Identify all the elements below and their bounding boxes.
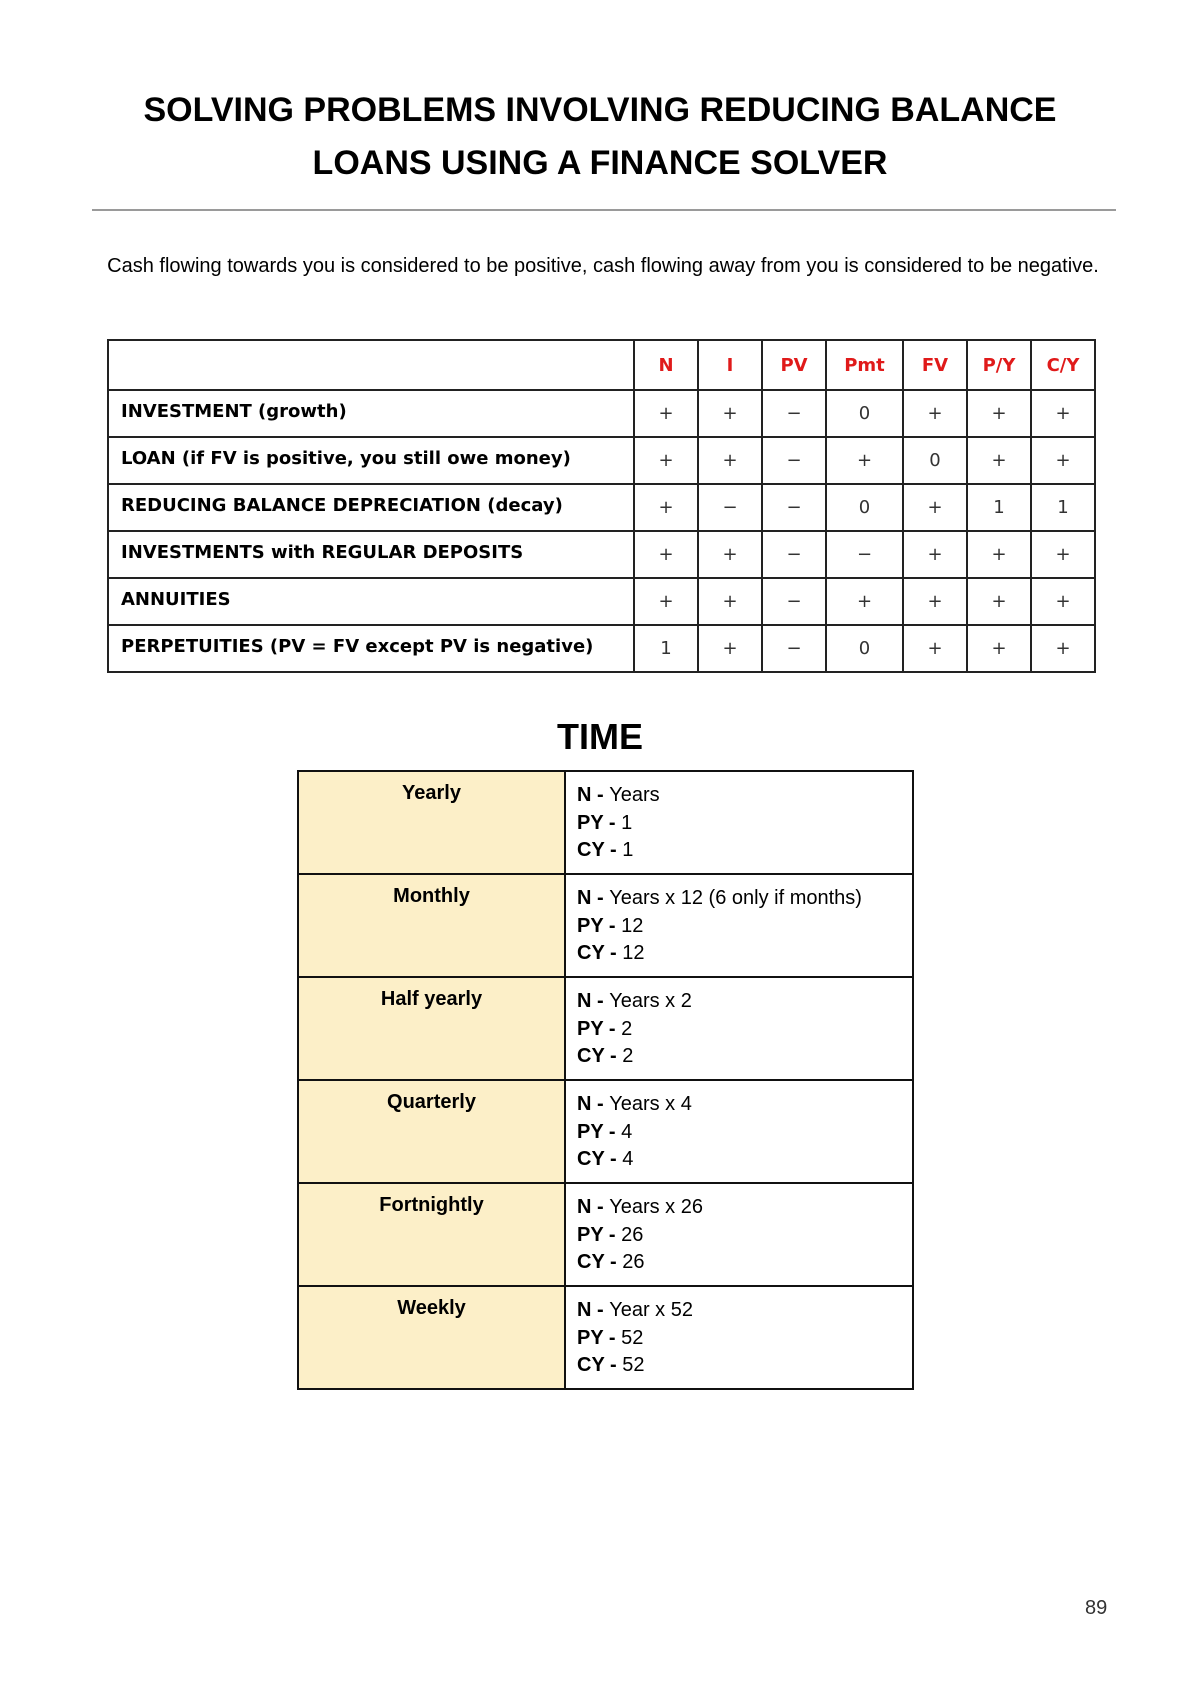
time-table-row: [298, 1286, 913, 1389]
sign-table-cell: +: [826, 437, 903, 484]
time-detail-line: [577, 810, 912, 838]
time-detail-line: [577, 1249, 912, 1277]
time-table-row: [298, 771, 913, 874]
sign-table-cell: −: [762, 531, 826, 578]
time-detail-value: 4: [622, 1148, 634, 1170]
sign-table-cell: +: [903, 578, 967, 625]
sign-table-cell: 0: [826, 390, 903, 437]
sign-table-cell: +: [698, 625, 762, 672]
time-period-details: [565, 977, 913, 1080]
sign-table-row-label: REDUCING BALANCE DEPRECIATION (decay): [108, 484, 634, 531]
header-pmt: Pmt: [826, 340, 903, 390]
time-detail-key: PY -: [577, 1017, 622, 1040]
time-detail-key: CY -: [577, 1251, 623, 1273]
time-detail-value: 12: [622, 942, 645, 964]
finance-solver-sign-table: [107, 339, 1096, 673]
time-detail-value: 52: [621, 1326, 644, 1349]
sign-table-cell: +: [634, 390, 698, 437]
time-period-label: Fortnightly: [298, 1183, 565, 1286]
sign-table-cell: +: [903, 531, 967, 578]
sign-table-row: [108, 578, 1095, 625]
sign-table-cell: 1: [1031, 484, 1095, 531]
time-detail-value: 2: [621, 1017, 633, 1040]
time-period-label: Monthly: [298, 874, 565, 977]
time-heading: TIME: [557, 716, 643, 757]
time-detail-value: Years x 26: [609, 1196, 703, 1218]
time-period-details: [565, 874, 913, 977]
time-detail-line: [577, 782, 912, 810]
time-detail-key: PY -: [577, 914, 622, 937]
time-table: [297, 770, 914, 1390]
time-detail-line: [577, 1119, 912, 1147]
time-detail-line: [577, 1222, 912, 1250]
time-table-row: [298, 1080, 913, 1183]
time-detail-key: N -: [577, 1093, 610, 1115]
sign-table-cell: +: [903, 484, 967, 531]
time-detail-value: 26: [621, 1223, 644, 1246]
time-detail-line: [577, 1016, 912, 1044]
sign-table-cell: 1: [634, 625, 698, 672]
sign-table-cell: +: [634, 578, 698, 625]
sign-table-cell: −: [826, 531, 903, 578]
sign-table-cell: +: [1031, 625, 1095, 672]
time-detail-value: 1: [621, 811, 633, 834]
time-detail-value: Year x 52: [609, 1299, 693, 1321]
time-detail-key: PY -: [577, 1120, 622, 1143]
time-detail-key: PY -: [577, 1223, 622, 1246]
sign-table-cell: +: [634, 531, 698, 578]
time-detail-line: [577, 988, 912, 1016]
sign-table-row-label: LOAN (if FV is positive, you still owe money): [108, 437, 634, 484]
sign-table-cell: +: [1031, 531, 1095, 578]
time-period-label: Yearly: [298, 771, 565, 874]
intro-text: Cash flowing towards you is considered to be positive, cash flowing away from you is considered to be negative.: [107, 255, 1099, 277]
title-divider: [92, 209, 1116, 211]
time-period-details: [565, 771, 913, 874]
sign-table-cell: +: [967, 531, 1031, 578]
time-detail-key: CY -: [577, 1148, 623, 1170]
sign-table-cell: −: [698, 484, 762, 531]
sign-table-cell: +: [698, 390, 762, 437]
time-detail-line: [577, 885, 912, 913]
time-detail-key: N -: [577, 784, 610, 806]
sign-table-cell: −: [762, 484, 826, 531]
time-detail-value: 52: [622, 1354, 645, 1376]
sign-table-cell: +: [698, 578, 762, 625]
time-detail-key: PY -: [577, 811, 622, 834]
sign-table-cell: +: [634, 437, 698, 484]
time-detail-value: 12: [621, 914, 644, 937]
sign-table-cell: +: [1031, 578, 1095, 625]
sign-table-row: [108, 625, 1095, 672]
time-detail-line: [577, 1043, 912, 1071]
sign-table-row-label: ANNUITIES: [108, 578, 634, 625]
sign-table-cell: +: [698, 531, 762, 578]
time-detail-value: 4: [621, 1120, 633, 1143]
header-py: P/Y: [967, 340, 1031, 390]
time-detail-line: [577, 1297, 912, 1325]
sign-table-cell: +: [967, 390, 1031, 437]
page-title-line-1: SOLVING PROBLEMS INVOLVING REDUCING BALANCE: [143, 91, 1057, 129]
time-detail-key: N -: [577, 990, 610, 1012]
sign-table-row-label: PERPETUITIES (PV = FV except PV is negative): [108, 625, 634, 672]
sign-table-cell: +: [967, 437, 1031, 484]
time-period-label: Half yearly: [298, 977, 565, 1080]
time-detail-value: Years x 2: [609, 990, 692, 1012]
header-pv: PV: [762, 340, 826, 390]
sign-table-row: [108, 390, 1095, 437]
time-detail-value: 2: [622, 1045, 634, 1067]
time-detail-line: [577, 837, 912, 865]
sign-table-cell: +: [826, 578, 903, 625]
time-detail-value: 1: [622, 839, 634, 861]
sign-table-cell: −: [762, 625, 826, 672]
sign-table-cell: −: [762, 390, 826, 437]
time-detail-key: N -: [577, 1196, 610, 1218]
sign-table-cell: 1: [967, 484, 1031, 531]
sign-table-row: [108, 437, 1095, 484]
time-detail-line: [577, 1325, 912, 1353]
page-title: [60, 84, 1140, 190]
sign-table-cell: −: [762, 578, 826, 625]
sign-table-row: [108, 484, 1095, 531]
time-detail-value: Years x 4: [609, 1093, 692, 1115]
sign-table-cell: +: [698, 437, 762, 484]
sign-table-cell: 0: [826, 484, 903, 531]
sign-table-cell: +: [967, 578, 1031, 625]
time-table-row: [298, 1183, 913, 1286]
sign-table-cell: −: [762, 437, 826, 484]
time-detail-value: Years: [609, 784, 660, 806]
sign-table-cell: +: [967, 625, 1031, 672]
sign-table-cell: +: [903, 625, 967, 672]
time-period-label: Weekly: [298, 1286, 565, 1389]
time-detail-value: Years x 12 (6 only if months): [609, 887, 862, 909]
sign-table-cell: +: [903, 390, 967, 437]
time-detail-line: [577, 940, 912, 968]
time-detail-key: PY -: [577, 1326, 622, 1349]
sign-table-row: [108, 531, 1095, 578]
time-detail-line: [577, 1146, 912, 1174]
time-detail-value: 26: [622, 1251, 645, 1273]
time-detail-line: [577, 1091, 912, 1119]
sign-table-row-label: INVESTMENT (growth): [108, 390, 634, 437]
time-period-label: Quarterly: [298, 1080, 565, 1183]
header-n: N: [634, 340, 698, 390]
sign-table-cell: +: [1031, 390, 1095, 437]
sign-table-cell: 0: [826, 625, 903, 672]
time-detail-line: [577, 1352, 912, 1380]
page-title-line-2: LOANS USING A FINANCE SOLVER: [312, 144, 888, 182]
time-period-details: [565, 1286, 913, 1389]
sign-table-row-label: INVESTMENTS with REGULAR DEPOSITS: [108, 531, 634, 578]
time-detail-line: [577, 1194, 912, 1222]
time-detail-line: [577, 913, 912, 941]
time-detail-key: CY -: [577, 1045, 623, 1067]
time-detail-key: CY -: [577, 839, 623, 861]
sign-table-cell: +: [634, 484, 698, 531]
time-detail-key: CY -: [577, 1354, 623, 1376]
time-table-row: [298, 874, 913, 977]
sign-table-cell: 0: [903, 437, 967, 484]
time-detail-key: N -: [577, 887, 610, 909]
header-i: I: [698, 340, 762, 390]
sign-table-header-row: [108, 340, 1095, 390]
page-number: 89: [1085, 1597, 1108, 1619]
time-table-row: [298, 977, 913, 1080]
time-period-details: [565, 1080, 913, 1183]
sign-table-header-blank: [108, 340, 634, 390]
time-detail-key: N -: [577, 1299, 610, 1321]
sign-table-cell: +: [1031, 437, 1095, 484]
header-cy: C/Y: [1031, 340, 1095, 390]
time-detail-key: CY -: [577, 942, 623, 964]
header-fv: FV: [903, 340, 967, 390]
time-period-details: [565, 1183, 913, 1286]
